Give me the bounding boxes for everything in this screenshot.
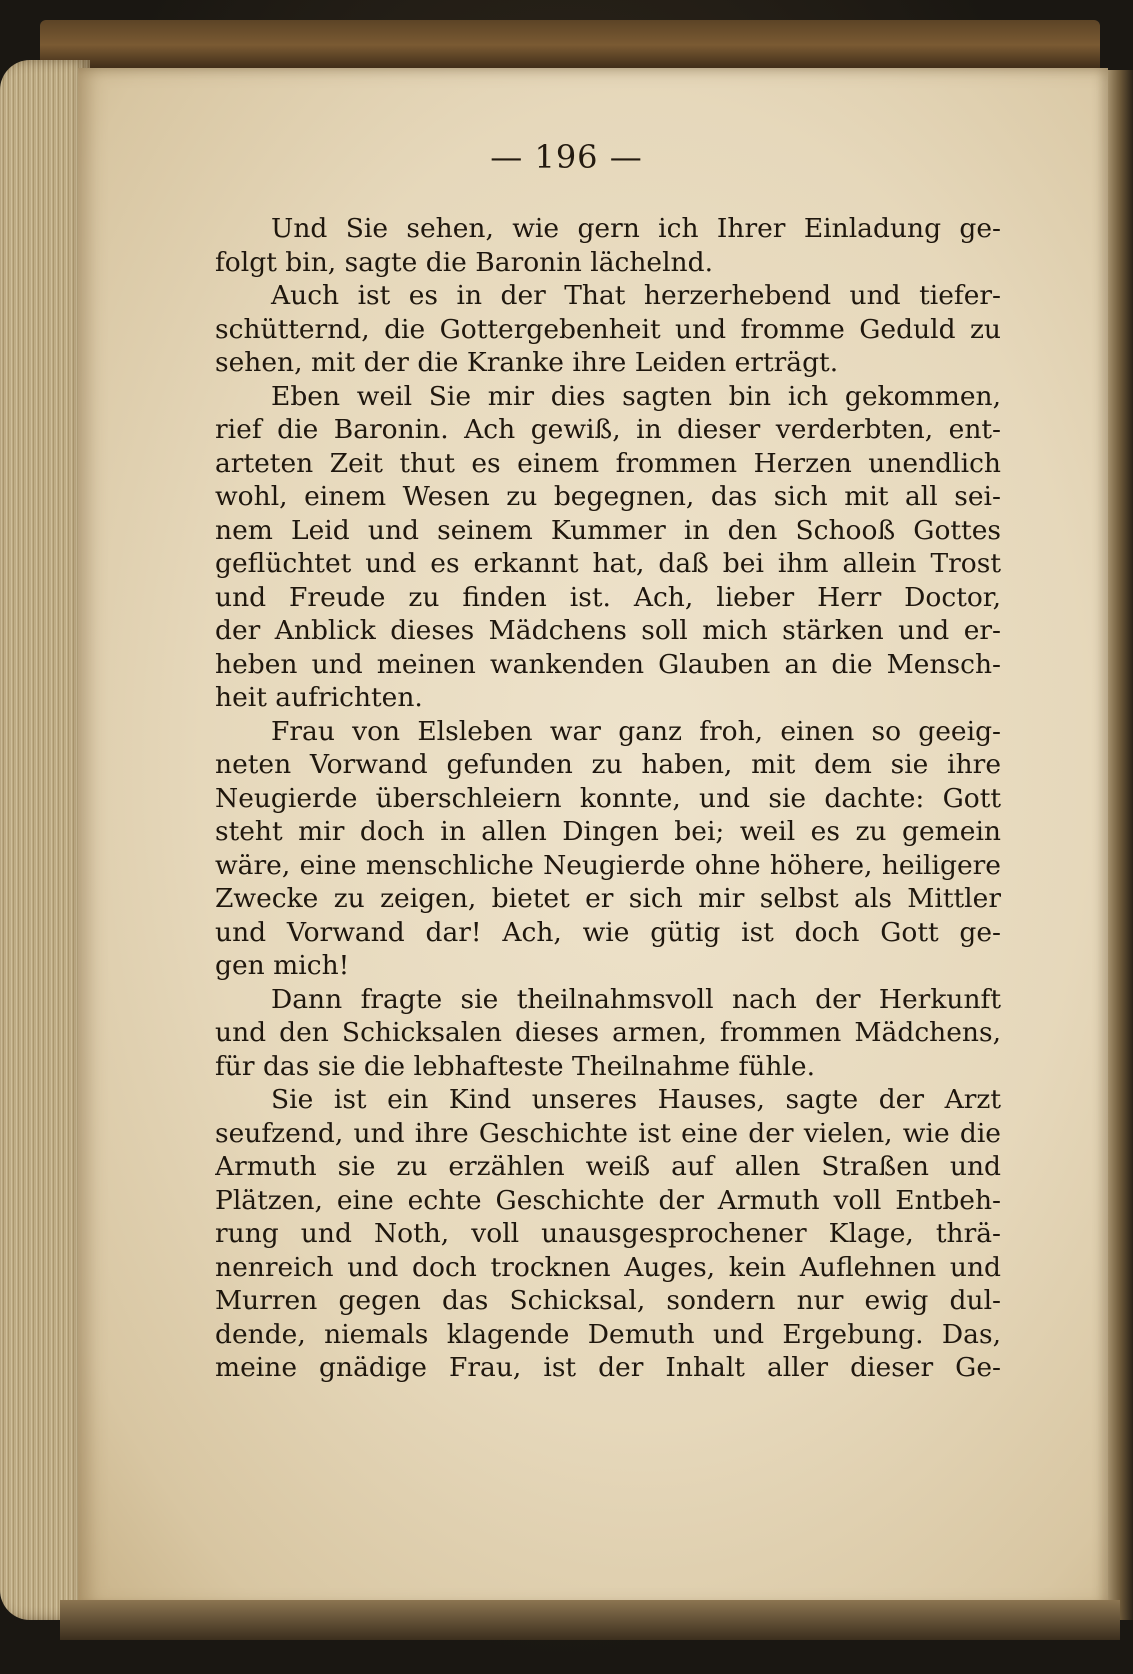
text-line: Auch ist es in der That herzerhebend und tiefer- — [271, 280, 1001, 311]
text-line: steht mir doch in allen Dingen bei; weil es zu gemein — [215, 816, 1001, 847]
text-line: wohl, einem Wesen zu begegnen, das sich mit all sei- — [215, 481, 1001, 512]
page-bottom-shadow — [60, 1600, 1120, 1640]
text-line: Armuth sie zu erzählen weiß auf allen Straßen und — [215, 1151, 1001, 1182]
page-stack-edges — [0, 60, 90, 1620]
text-line: dende, niemals klagende Demuth und Ergebung. Das, — [215, 1318, 1001, 1350]
text-line: Neugierde überschleiern konnte, und sie dachte: Gott — [215, 782, 1001, 814]
text-line: und Vorwand dar! Ach, wie gütig ist doch Gott ge- — [215, 916, 1001, 948]
text-line: Plätzen, eine echte Geschichte der Armuth voll Entbeh- — [215, 1184, 1001, 1216]
text-line: Und Sie sehen, wie gern ich Ihrer Einladung ge- — [271, 213, 1001, 244]
text-line: und Freude zu finden ist. Ach, lieber Herr Doctor, — [215, 581, 1001, 613]
body-text — [215, 212, 1001, 1385]
text-line: schütternd, die Gottergebenheit und fromme Geduld zu — [215, 313, 1001, 345]
text-line: gen mich! — [215, 950, 350, 981]
text-line: und den Schicksalen dieses armen, frommen Mädchens, — [215, 1017, 1001, 1048]
text-line: seufzend, und ihre Geschichte ist eine der vielen, wie die — [215, 1117, 1001, 1149]
text-line: folgt bin, sagte die Baronin lächelnd. — [215, 246, 714, 278]
text-line: Sie ist ein Kind unseres Hauses, sagte der Arzt — [271, 1084, 1001, 1115]
text-line: geflüchtet und es erkannt hat, daß bei ihm allein Trost — [215, 548, 1001, 579]
text-line: heben und meinen wankenden Glauben an die Mensch- — [215, 648, 1001, 680]
text-line: für das sie die lebhafteste Theilnahme fühle. — [215, 1050, 816, 1082]
text-line: nenreich und doch trocknen Auges, kein Auflehnen und — [215, 1251, 1001, 1283]
text-line: arteten Zeit thut es einem frommen Herzen unendlich — [215, 447, 1001, 479]
text-line: wäre, eine menschliche Neugierde ohne höhere, heiligere — [215, 849, 1001, 881]
page-number: — 196 — — [490, 138, 643, 176]
text-line: rung und Noth, voll unausgesprochener Klage, thrä- — [215, 1218, 1001, 1249]
text-line: heit aufrichten. — [215, 682, 423, 713]
text-line: meine gnädige Frau, ist der Inhalt aller dieser Ge- — [215, 1352, 1001, 1383]
text-line: der Anblick dieses Mädchens soll mich stärken und er- — [215, 615, 1001, 646]
text-line: neten Vorwand gefunden zu haben, mit dem sie ihre — [215, 749, 1001, 780]
text-line: Dann fragte sie theilnahmsvoll nach der Herkunft — [271, 983, 1001, 1015]
text-line: Frau von Elsleben war ganz froh, einen so geeig- — [271, 715, 1001, 747]
text-line: Murren gegen das Schicksal, sondern nur ewig dul- — [215, 1285, 1001, 1316]
book-cover-top — [40, 20, 1100, 70]
text-line: sehen, mit der die Kranke ihre Leiden erträgt. — [215, 347, 839, 378]
text-line: Zwecke zu zeigen, bietet er sich mir selbst als Mittler — [215, 883, 1001, 914]
text-line: Eben weil Sie mir dies sagten bin ich gekommen, — [271, 380, 1001, 412]
text-line: nem Leid und seinem Kummer in den Schooß Gottes — [215, 514, 1001, 546]
text-line: rief die Baronin. Ach gewiß, in dieser verderbten, ent- — [215, 414, 1001, 445]
